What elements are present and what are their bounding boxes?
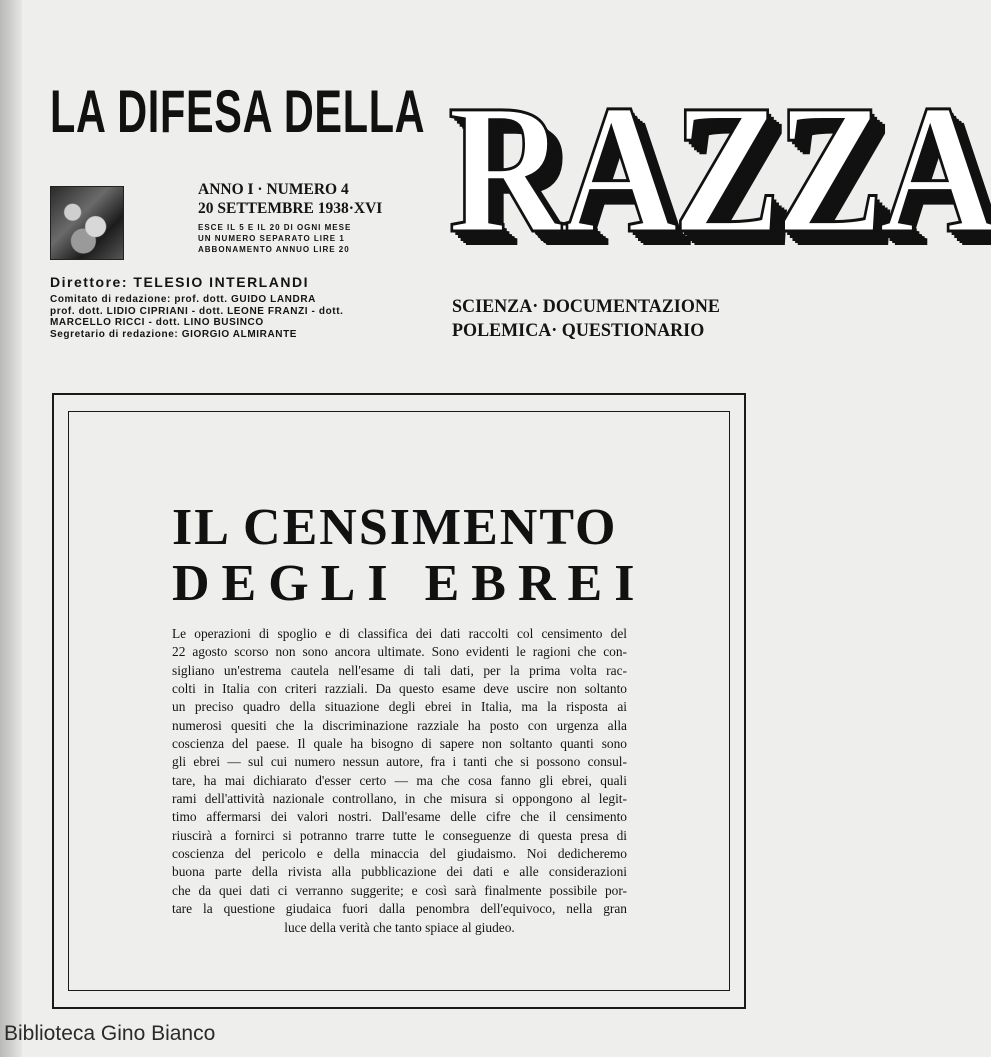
article-line: tare la questione giudaica fuori dalla penombra dell'equivoco, nella gran xyxy=(172,901,627,917)
page-edge-shadow xyxy=(0,0,22,1057)
library-watermark: Biblioteca Gino Bianco xyxy=(4,1022,216,1045)
article-line: gli ebrei — sul cui numero nessun autore, fra i tanti che si possono consul- xyxy=(172,754,627,770)
masthead-subtitle-line1: SCIENZA· DOCUMENTAZIONE xyxy=(452,296,720,317)
issue-volume: ANNO I · NUMERO 4 xyxy=(198,181,349,198)
issue-single-price: UN NUMERO SEPARATO LIRE 1 xyxy=(198,234,345,243)
committee-line: prof. dott. LIDIO CIPRIANI - dott. LEONE FRANZI - dott. xyxy=(50,305,344,317)
article-line: che da quei dati ci verranno suggerite; e così sarà finalmente possibile por- xyxy=(172,882,627,898)
director-line: Direttore: TELESIO INTERLANDI xyxy=(50,274,309,290)
article-line: tare, ha mai dichiarato d'esser certo — ma che cosa fanno gli ebrei, quali xyxy=(172,772,627,788)
issue-info xyxy=(198,180,386,255)
headline-line2: DEGLI EBREI xyxy=(172,555,647,612)
article-line: coscienza del paese. Il quale ha bisogno di sapere non soltanto quanti sono xyxy=(172,736,627,752)
article-line: coscienza del pericolo e della minaccia del giudaismo. Noi dedicheremo xyxy=(172,846,627,862)
article-line: numerosi quesiti che la discriminazione razziale ha posto con urgenza alla xyxy=(172,717,627,733)
headline-line1: IL CENSIMENTO xyxy=(172,499,618,556)
issue-pricing xyxy=(198,222,386,255)
article-line: timo affermarsi dei valori nostri. Dall'esame delle cifre che il censimento xyxy=(172,809,627,825)
article-line: sigliano un'estrema cautela nell'esame di tali dati, per la prima volta rac- xyxy=(172,662,627,678)
article-line: buona parte della rivista alla pubblicazione dei dati e alle considerazioni xyxy=(172,864,627,880)
masthead-subtitle-line2: POLEMICA· QUESTIONARIO xyxy=(452,320,705,341)
article-line: 22 agosto scorso non sono ancora ultimate. Sono evidenti le ragioni che con- xyxy=(172,644,627,660)
article-line: luce della verità che tanto spiace al giudeo. xyxy=(284,919,515,935)
article-line: rami dell'attività nazionale controllano, in che misura si oppongono al legit- xyxy=(172,791,627,807)
article-line: Le operazioni di spoglio e di classifica dei dati raccolti col censimento del xyxy=(172,626,627,641)
masthead-title-left: LA DIFESA DELLA xyxy=(50,78,426,145)
committee-line: MARCELLO RICCI - dott. LINO BUSINCO xyxy=(50,317,264,328)
article-line: riuscirà a fornirci si potranno trarre tutte le conseguenze di questa presa di xyxy=(172,827,627,843)
emblem-image xyxy=(50,186,124,260)
article-body xyxy=(172,625,627,937)
issue-date: 20 SETTEMBRE 1938·XVI xyxy=(198,200,383,217)
committee-line: Comitato di redazione: prof. dott. GUIDO LANDRA xyxy=(50,294,316,305)
editorial-committee xyxy=(50,294,344,340)
committee-line: Segretario di redazione: GIORGIO ALMIRANTE xyxy=(50,328,298,340)
issue-subscription: ABBONAMENTO ANNUO LIRE 20 xyxy=(198,245,350,254)
issue-frequency: ESCE IL 5 E IL 20 DI OGNI MESE xyxy=(198,223,352,232)
masthead-title-right: RAZZA xyxy=(448,67,991,272)
article-line: un preciso quadro della situazione degli ebrei in Italia, ma la risposta ai xyxy=(172,699,627,715)
article-line: colti in Italia con criteri razziali. Da questo esame deve uscire non soltanto xyxy=(172,681,627,697)
